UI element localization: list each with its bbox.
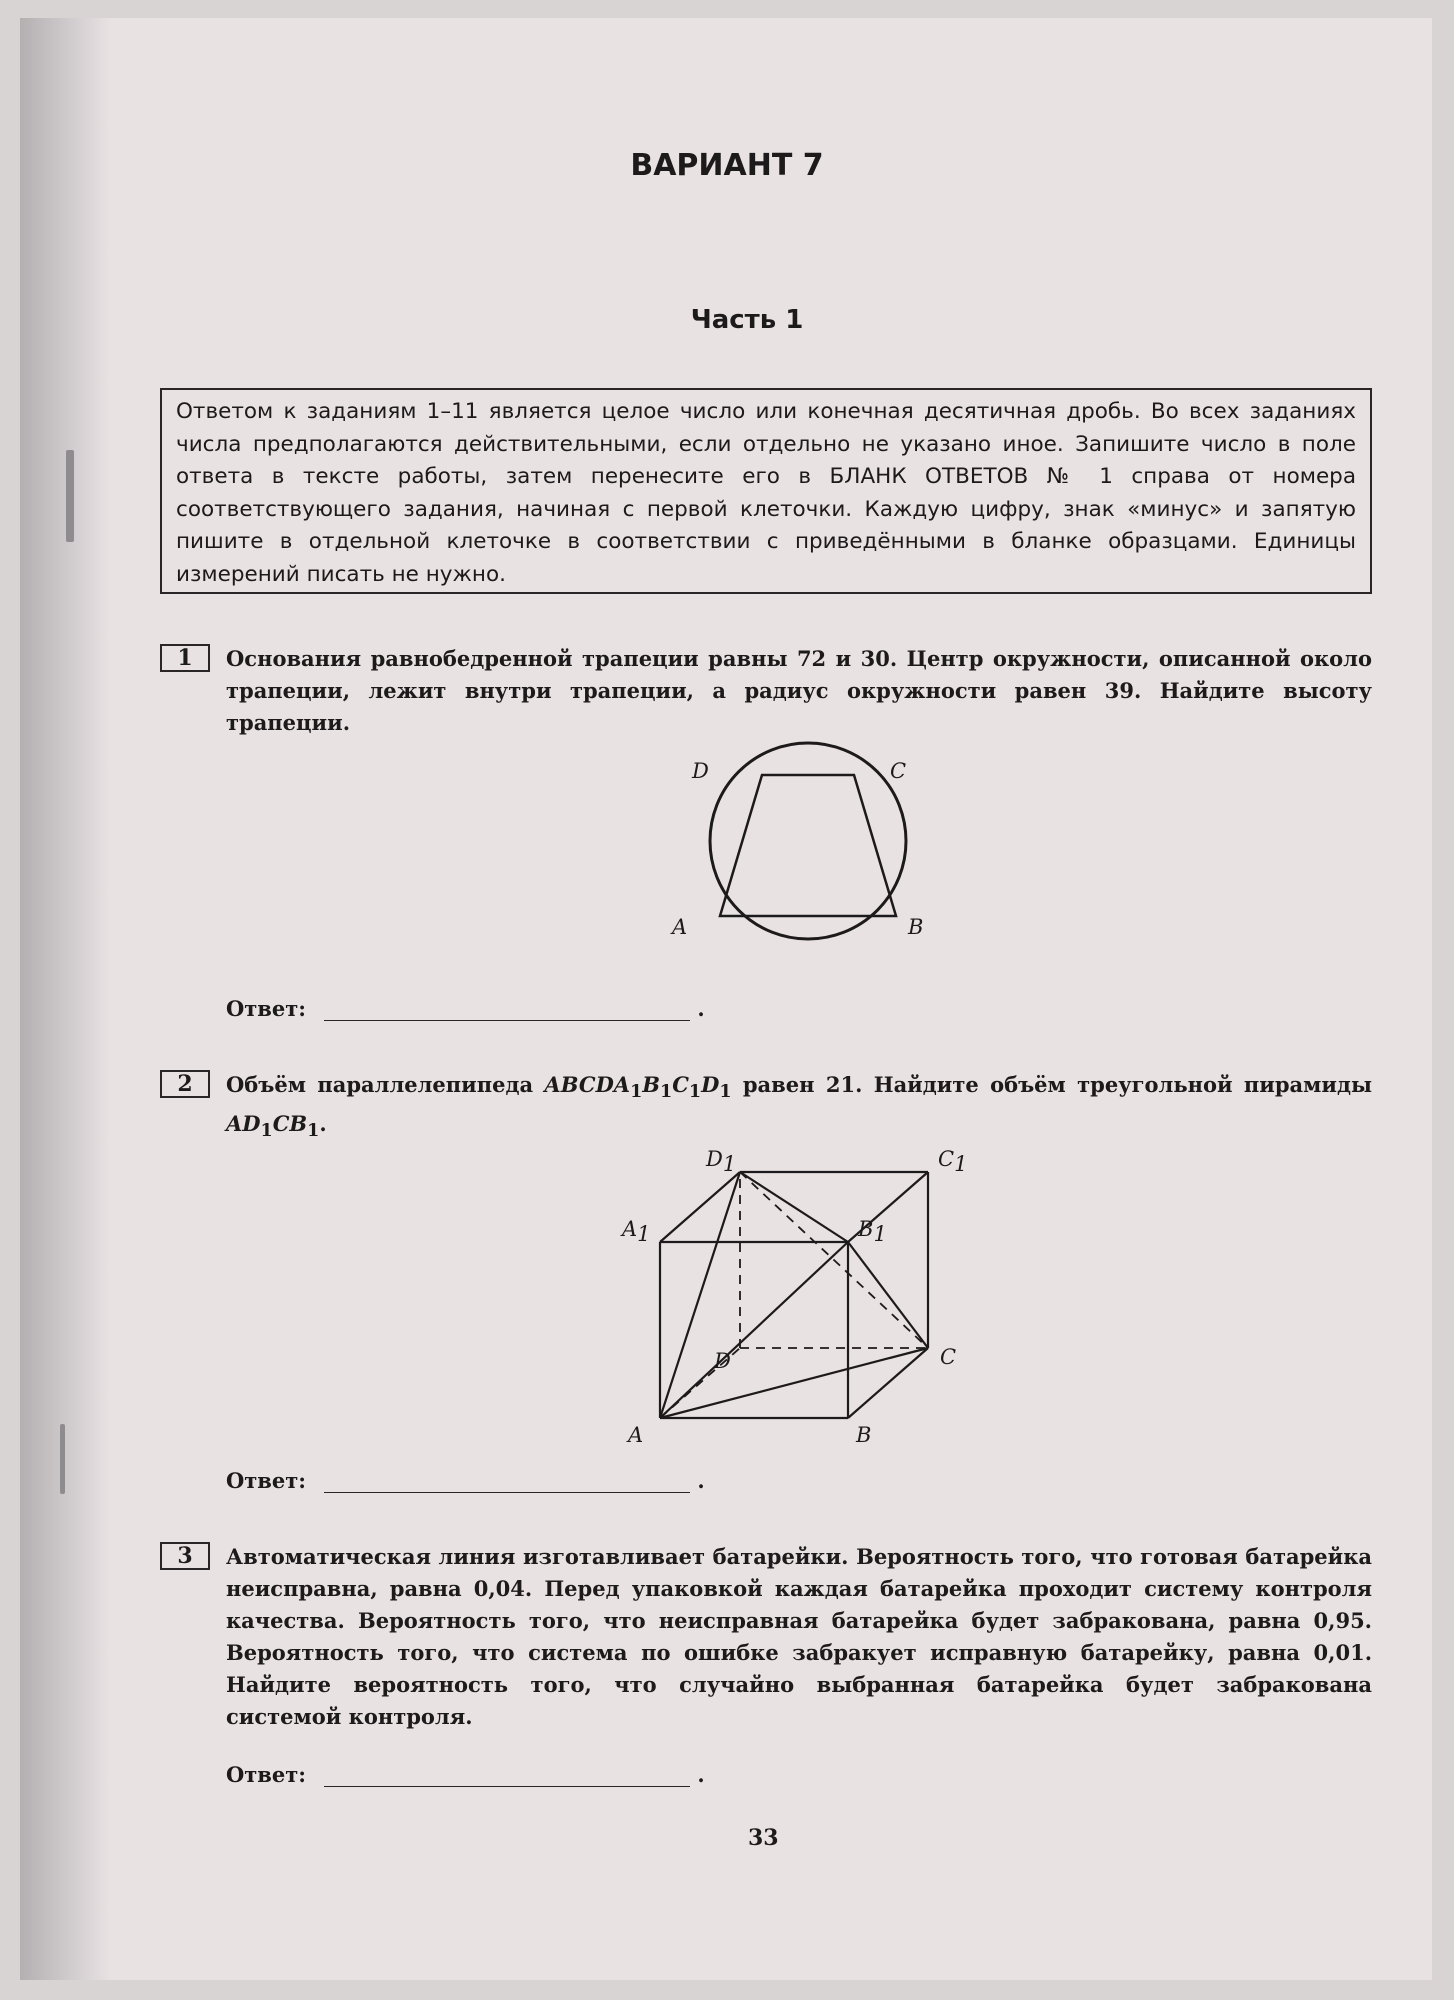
answer-field-3[interactable] (324, 1762, 690, 1787)
label-a: A (672, 915, 688, 939)
answer-label-3: Ответ: (226, 1762, 307, 1787)
label-c: C (940, 1345, 957, 1369)
label-d1: D1 (706, 1147, 737, 1176)
answer-row-2: Ответ: . (226, 1468, 705, 1493)
label-a: A (628, 1423, 644, 1447)
label-a1: A1 (622, 1217, 651, 1246)
label-d: D (714, 1349, 731, 1373)
answer-field-1[interactable] (324, 996, 690, 1021)
variant-title: ВАРИАНТ 7 (630, 148, 824, 183)
answer-row-1: Ответ: . (226, 996, 705, 1021)
staple-bottom (60, 1424, 65, 1494)
label-b: B (856, 1423, 872, 1447)
answer-label-1: Ответ: (226, 996, 307, 1021)
instructions-box: Ответом к заданиям 1–11 является целое число или конечная десятичная дробь. Во всех заданиях числа предполагаются действительными, если отдельно не указано иное. Запишите число в поле ответа в тексте работы, затем перенесите его в БЛАНК ОТВЕТОВ № 1 справа от номера соответствующего задания, начиная с первой клеточки. Каждую цифру, знак «минус» и запятую пишите в отдельной клеточке в соответствии с приведёнными в бланке образцами. Единицы измерений писать не нужно. (160, 388, 1372, 594)
answer-field-2[interactable] (324, 1468, 690, 1493)
staple-top (66, 450, 74, 542)
label-b: B (908, 915, 924, 939)
task-number-3: 3 (160, 1542, 210, 1570)
label-c: C (890, 759, 907, 783)
answer-label-2: Ответ: (226, 1468, 307, 1493)
trapezoid-figure (658, 726, 958, 966)
task-number-2: 2 (160, 1070, 210, 1098)
answer-row-3: Ответ: . (226, 1762, 705, 1787)
label-b1: B1 (858, 1217, 887, 1246)
task-text-3: Автоматическая линия изготавливает батарейки. Вероятность того, что готовая батарейка неисправна, равна 0,04. Перед упаковкой каждая батарейка проходит систему контроля качества. Вероятность того, что неисправная батарейка будет забракована, равна 0,95. Вероятность того, что система по ошибке забракует исправную батарейку, равна 0,01. Найдите вероятность того, что случайно выбранная батарейка будет забракована системой контроля. (226, 1544, 1372, 1729)
circumscribed-circle (710, 743, 906, 939)
label-d: D (692, 759, 709, 783)
task-text-2: Объём параллелепипеда $ABCDA_1B_1C_1D_1$ равен 21. Найдите объём треугольной пирамиды $AD_1CB_1$. (226, 1072, 1372, 1142)
parallelepiped-figure (618, 1136, 978, 1456)
trapezoid-shape (720, 775, 896, 916)
task-text-1: Основания равнобедренной трапеции равны 72 и 30. Центр окружности, описанной около трапеции, лежит внутри трапеции, а радиус окружности равен 39. Найдите высоту трапеции. (226, 646, 1372, 735)
label-c1: C1 (938, 1147, 968, 1176)
task-number-1: 1 (160, 644, 210, 672)
part-title: Часть 1 (690, 305, 804, 335)
page-number: 33 (748, 1825, 779, 1851)
